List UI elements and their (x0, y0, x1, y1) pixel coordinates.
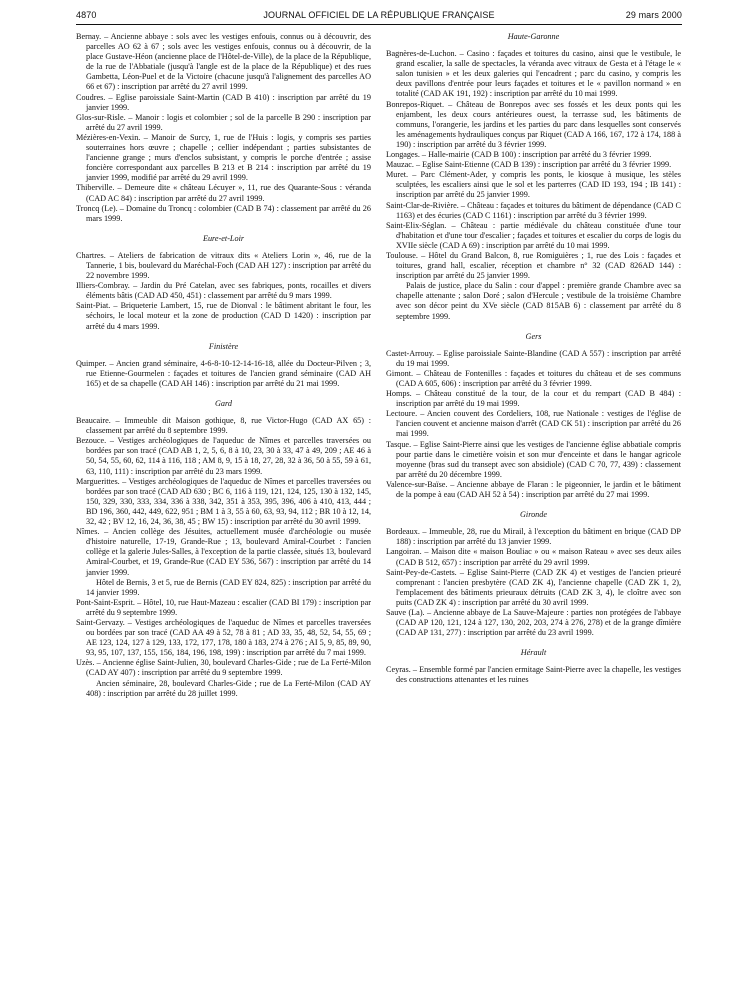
monument-entry: Saint-Elix-Séglan. – Château : partie médiévale du château constituée d'une tour d'habitation et d'une tour d'escalier ; façades et toitures et escalier du corps de logis du XVIIe siècle (CAD A 69) : inscription par arrêté du 10 mai 1999. (386, 220, 681, 250)
monument-entry: Marguerittes. – Vestiges archéologiques de l'aqueduc de Nîmes et parcelles traversées ou bordées par son tracé (CAD AD 630 ; BC 6, 116 à 119, 121, 124, 125, 130 à 132, 145, 150, 329, 330, 333, 334, 336 à 338, 342, 351 à 353, 395, 396, 406 à 410, 413, 444 ; BD 196, 360, 442, 449, 622, 951 ; BM 1 à 3, 55 à 60, 63, 93, 94, 112 ; BR 10 à 12, 14, 32, 42 ; BV 12, 16, 24, 36, 38, 45 ; BW 15) : inscription par arrêté du 30 avril 1999. (76, 476, 371, 527)
department-heading: Hérault (520, 648, 547, 658)
department-heading: Gard (215, 399, 232, 408)
monument-entry: Nîmes. – Ancien collège des Jésuites, actuellement musée d'archéologie ou musée d'histoire naturelle, 17-19, Grande-Rue ; 13, boulevard Amiral-Courbet : l'ancien collège et la galerie Jules-Salles, à l'exception de la partie classée, situés 13, boulevard Amiral-Courbet, et 19, Grande-Rue (CAD EY 536, 567) : inscription par arrêté du 14 janvier 1999. (76, 527, 371, 577)
monument-entry: Saint-Pey-de-Castets. – Eglise Saint-Pierre (CAD ZK 4) et vestiges de l'ancien prieuré comprenant : l'ancien presbytère (CAD ZK 4), l'ancienne chapelle (CAD ZK 1, 2), l'emplacement des bâtiments prieuraux détruits (CAD ZK 3, 4), le cloître avec son puits (CAD ZK 4) : inscription par arrêté du 30 avril 1999. (386, 567, 681, 607)
monument-entry: Toulouse. – Hôtel du Grand Balcon, 8, rue Romiguières ; 1, rue des Lois : façades et toitures, grand hall, escalier, réception et chambre n° 32 (CAD 826AD 144) : inscription par arrêté du 25 janvier 1999. (386, 250, 681, 281)
department-heading: Eure-et-Loir (202, 233, 245, 243)
monument-entry: Gimont. – Château de Fontenilles : façades et toitures du château et de ses communs (CAD A 605, 606) : inscription par arrêté du 3 février 1999. (386, 368, 681, 388)
monument-entry: Tasque. – Eglise Saint-Pierre ainsi que les vestiges de l'ancienne église abbatiale compris pour partie dans le cimetière voisin et son mur d'enceinte et dans le hangar agricole moyenne (bras sud du transept avec son absidiole) (CAD C 70, 77, 439) : classement par arrêté du 20 décembre 1999. (386, 439, 681, 479)
monument-entry: Pont-Saint-Esprit. – Hôtel, 10, rue Haut-Mazeau : escalier (CAD BI 179) : inscription par arrêté du 9 septembre 1999. (76, 597, 371, 617)
monument-entry: Sauve (La). – Ancienne abbaye de La Sauve-Majeure : parties non protégées de l'abbaye (CAD AP 120, 121, 124 à 127, 130, 202, 203, 274 à 276, 278) et de la grange dîmière (CAD AP 131, 277) : inscription par arrêté du 23 avril 1999. (386, 607, 681, 638)
page-number: 4870 (76, 10, 97, 20)
department-heading: Haute-Garonne (507, 32, 560, 41)
monument-entry: Mauzac. – Eglise Saint-Etienne (CAD B 139) : inscription par arrêté du 3 février 1999. (386, 160, 672, 170)
department-heading: Gers (525, 331, 542, 341)
monument-entry: Ceyras. – Ensemble formé par l'ancien ermitage Saint-Pierre avec la chapelle, les vestiges des constructions attenantes et les ruines (386, 665, 681, 685)
monument-entry: Bernay. – Ancienne abbaye : sols avec les vestiges enfouis, connus ou à découvrir, des parcelles AO 62 à 67 ; sols avec les vestiges enfouis, connus ou à découvrir, de la place Gustave-Héon (ancienne place de l'Hôtel-de-Ville), de la place de la République, de la rue de l'Abbatiale (jusqu'à l'angle est de la place de la République) et des rues Gambetta, Léon-Puel et de la Victoire (chacune jusqu'à l'alignement des parcelles AO 66 et 67) : inscription par arrêté du 27 avril 1999. (76, 32, 371, 92)
issue-date: 29 mars 2000 (625, 10, 682, 20)
department-heading: Gironde (520, 510, 547, 520)
header-rule (76, 24, 682, 25)
monument-entry: Castet-Arrouy. – Eglise paroissiale Sainte-Blandine (CAD A 557) : inscription par arrêté du 19 mai 1999. (386, 348, 681, 368)
monument-entry: Bezouce. – Vestiges archéologiques de l'aqueduc de Nîmes et parcelles traversées ou bordées par son tracé (CAD AB 1, 2, 5, 6, 8 à 10, 23, 30 à 33, 47 à 49, 209 ; AE 46 à 50, 54, 55, 60, 62, 114 à 116, 118 ; AM 8, 9, 15 à 18, 27, 28, 32 à 36, 50 à 55, 59 à 61, 63, 110, 111) : inscription par arrêté du 23 mars 1999. (76, 436, 371, 476)
monument-entry: Glos-sur-Risle. – Manoir : logis et colombier ; sol de la parcelle B 290 : inscription par arrêté du 27 avril 1999. (76, 112, 371, 132)
monument-entry: Bagnères-de-Luchon. – Casino : façades et toitures du casino, ainsi que le vestibule, le grand escalier, la salle de spectacles, la véranda avec vitraux de Gesta et à l'étage le « salon tunisien » et les deux galeries qui l'encadrent ; parc du casino, y compris les deux pavillons d'entrée pour leurs façades et toitures et le « pavillon normand » en totalité (CAD AK 191, 192) : inscription par arrêté du 10 mai 1999. (386, 49, 681, 99)
sub-entry: Hôtel de Bernis, 3 et 5, rue de Bernis (CAD EY 824, 825) : inscription par arrêté du 14 janvier 1999. (86, 577, 371, 597)
monument-entry: Muret. – Parc Clément-Ader, y compris les ponts, le kiosque à musique, les stèles sculptées, les escaliers ainsi que le sol et les parterres (CAD ID 193, 194 ; IB 141) : inscription par arrêté du 25 janvier 1999. (386, 170, 681, 200)
monument-entry: Saint-Piat. – Briqueterie Lambert, 15, rue de Dionval : le bâtiment abritant le four, les séchoirs, le local moteur et la zone de production (CAD D 1420) : inscription par arrêté du 4 mars 1999. (76, 301, 371, 331)
sub-entry: Ancien séminaire, 28, boulevard Charles-Gide ; rue de La Ferté-Milon (CAD AY 408) : inscription par arrêté du 28 juillet 1999. (86, 678, 371, 698)
page-header (76, 10, 682, 24)
monument-entry: Coudres. – Eglise paroissiale Saint-Martin (CAD B 410) : inscription par arrêté du 19 janvier 1999. (76, 92, 371, 112)
monument-entry: Longages. – Halle-mairie (CAD B 100) : inscription par arrêté du 3 février 1999. (386, 150, 652, 160)
monument-entry: Bonrepos-Riquet. – Château de Bonrepos avec ses fossés et les deux ponts qui les enjambent, les deux cours antérieures ouest, la terrasse sud, les bâtiments de communs, l'orangerie, les jardins et les parties du parc dans lesquelles sont conservés les aménagements hydrauliques conçus par Riquet (CAD A 166, 167, 172 à 174, 188 à 190) : inscription par arrêté du 3 février 1999. (386, 99, 681, 149)
left-column (76, 32, 371, 699)
monument-entry: Langoiran. – Maison dite « maison Bouliac » ou « maison Rateau » avec ses deux ailes (CAD B 512, 657) : inscription par arrêté du 29 avril 1999. (386, 547, 681, 567)
monument-entry: Homps. – Château constitué de la tour, de la cour et du rempart (CAD B 484) : inscription par arrêté du 19 mai 1999. (386, 389, 681, 409)
monument-entry: Chartres. – Ateliers de fabrication de vitraux dits « Ateliers Lorin », 46, rue de la Tannerie, 1 bis, boulevard du Maréchal-Foch (CAD AH 127) : inscription par arrêté du 22 novembre 1999. (76, 250, 371, 281)
monument-entry: Saint-Gervazy. – Vestiges archéologiques de l'aqueduc de Nîmes et parcelles traversées ou bordées par son tracé (CAD AA 49 à 52, 78 à 81 ; AD 33, 35, 48, 52, 54, 55, 69 ; AE 123, 124, 127 à 129, 133, 172, 177, 178, 180 à 183, 274 à 276 ; AI 5, 9, 85, 89, 90, 93, 95, 107, 137, 155, 156, 184, 196, 198, 199) : inscription par arrêté du 7 mai 1999. (76, 617, 371, 658)
monument-entry: Valence-sur-Baïse. – Ancienne abbaye de Flaran : le pigeonnier, le jardin et le bâtiment de la pompe à eau (CAD AH 52 à 54) : inscription par arrêté du 27 mai 1999. (386, 479, 681, 500)
monument-entry: Troncq (Le). – Domaine du Troncq : colombier (CAD B 74) : classement par arrêté du 26 mars 1999. (76, 203, 371, 223)
monument-entry: Quimper. – Ancien grand séminaire, 4-6-8-10-12-14-16-18, allée du Docteur-Pilven ; 3, rue Etienne-Gourmelen : façades et toitures de l'ancien grand séminaire (CAD AH 165) et de sa chapelle (CAD AH 146) : inscription par arrêté du 21 mai 1999. (76, 358, 371, 388)
monument-entry: Beaucaire. – Immeuble dit Maison gothique, 8, rue Victor-Hugo (CAD AX 65) : classement par arrêté du 8 septembre 1999. (76, 416, 371, 436)
monument-entry: Mézières-en-Vexin. – Manoir de Surcy, 1, rue de l'Huis : logis, y compris ses parties souterraines hors œuvre ; chapelle ; cellier indépendant ; parties subsistantes de l'ancienne grange ; murs d'enclos subsistant, y compris le porche d'entrée ; assise foncière correspondant aux parcelles B 213 et B 214 : inscription par arrêté du 19 janvier 1999, modifié par arrêté du 29 avril 1999. (76, 132, 371, 183)
monument-entry: Thiberville. – Demeure dite « château Lécuyer », 11, rue des Quarante-Sous : véranda (CAD AC 84) : inscription par arrêté du 27 avril 1999. (76, 183, 371, 203)
department-heading: Finistère (208, 341, 239, 351)
monument-entry: Bordeaux. – Immeuble, 28, rue du Mirail, à l'exception du bâtiment en brique (CAD DP 188) : inscription par arrêté du 13 janvier 1999. (386, 527, 681, 547)
right-column (386, 32, 681, 686)
journal-title: JOURNAL OFFICIEL DE LA RÉPUBLIQUE FRANÇAISE (263, 10, 495, 20)
monument-entry: Uzès. – Ancienne église Saint-Julien, 30, boulevard Charles-Gide ; rue de La Ferté-Milon (CAD AY 407) : inscription par arrêté du 9 septembre 1999. (76, 658, 371, 678)
monument-entry: Illiers-Combray. – Jardin du Pré Catelan, avec ses fabriques, ponts, rocailles et divers éléments bâtis (CAD AD 450, 451) : classement par arrêté du 9 mars 1999. (76, 281, 371, 301)
sub-entry: Palais de justice, place du Salin : cour d'appel : première grande Chambre avec sa chapelle attenante ; salon Doré ; salon d'Hercule ; vestibule de la troisième Chambre avec son décor peint du XVe siècle (CAD 815AB 6) : classement par arrêté du 8 septembre 1999. (396, 281, 681, 321)
monument-entry: Saint-Clar-de-Rivière. – Château : façades et toitures du bâtiment de dépendance (CAD C 1163) et des écuries (CAD C 1161) : inscription par arrêté du 3 février 1999. (386, 200, 681, 220)
monument-entry: Lectoure. – Ancien couvent des Cordeliers, 108, rue Nationale : vestiges de l'église de l'ancien couvent et ancienne maison d'arrêt (CAD CK 51) : inscription par arrêté du 26 mai 1999. (386, 409, 681, 439)
